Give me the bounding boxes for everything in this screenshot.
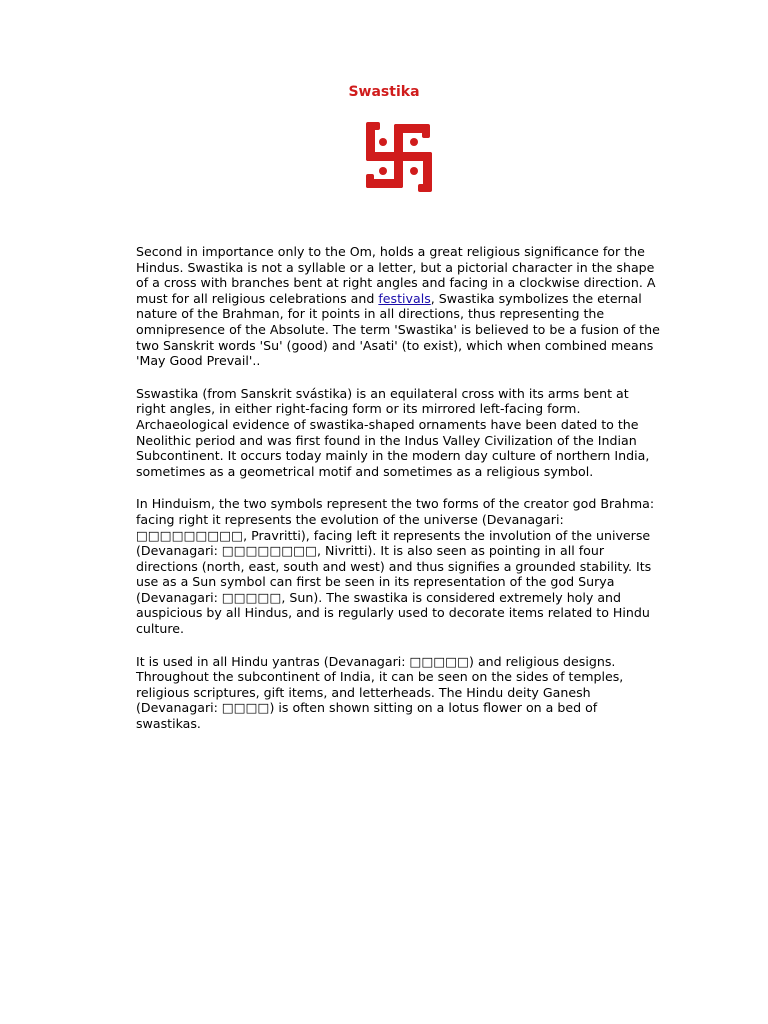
paragraph-3: In Hinduism, the two symbols represent the two forms of the creator god Brahma: facing right it represents the evolution of the universe (Devanagari: □□□□□□□□□, Pravritti), facing left it represents the involution of the universe (Devanagari: □□□□□□□□, Nivritti). It is also seen as pointing in all four directions (north, east, south and west) and thus signifies a grounded stability. Its use as a Sun symbol can first be seen in its representation of the god Surya (Devanagari: □□□□□, Sun). The swastika is considered extremely holy and auspicious by all Hindus, and is regularly used to decorate items related to Hindu culture. <box>136 496 655 637</box>
paragraph-4: It is used in all Hindu yantras (Devanagari: □□□□□) and religious designs. Throughout the subcontinent of India, it can be seen on the sides of temples, religious scriptures, gift items, and letterheads. The Hindu deity Ganesh (Devanagari: □□□□) is often shown sitting on a lotus flower on a bed of swastikas. <box>136 653 624 732</box>
article-body <box>136 244 660 749</box>
page-title: Swastika <box>348 84 420 100</box>
festivals-link[interactable]: festivals <box>378 290 431 306</box>
paragraph-1-text-a: Second in importance only to the Om, holds a great religious significance for the Hindus. Swastika is not a syllable or a letter, but a pictorial character in the shape of a cross with branches bent at right angles and facing in a clockwise direction. A must for all religious celebrations and <box>136 244 656 306</box>
paragraph-1 <box>136 244 660 369</box>
paragraph-2: Sswastika (from Sanskrit svástika) is an equilateral cross with its arms bent at right angles, in either right-facing form or its mirrored left-facing form. Archaeological evidence of swastika-shaped ornaments have been dated to the Neolithic period and was first found in the Indus Valley Civilization of the Indian Subcontinent. It occurs today mainly in the modern day culture of northern India, sometimes as a geometrical motif and sometimes as a religious symbol. <box>136 385 650 479</box>
swastika-icon <box>360 116 438 196</box>
paragraph-1-text-b: , Swastika symbolizes the eternal nature of the Brahman, for it points in all directions, thus representing the omnipresence of the Absolute. The term 'Swastika' is believed to be a fusion of the two Sanskrit words 'Su' (good) and 'Asati' (to exist), which when combined means 'May Good Prevail'.. <box>136 290 660 369</box>
